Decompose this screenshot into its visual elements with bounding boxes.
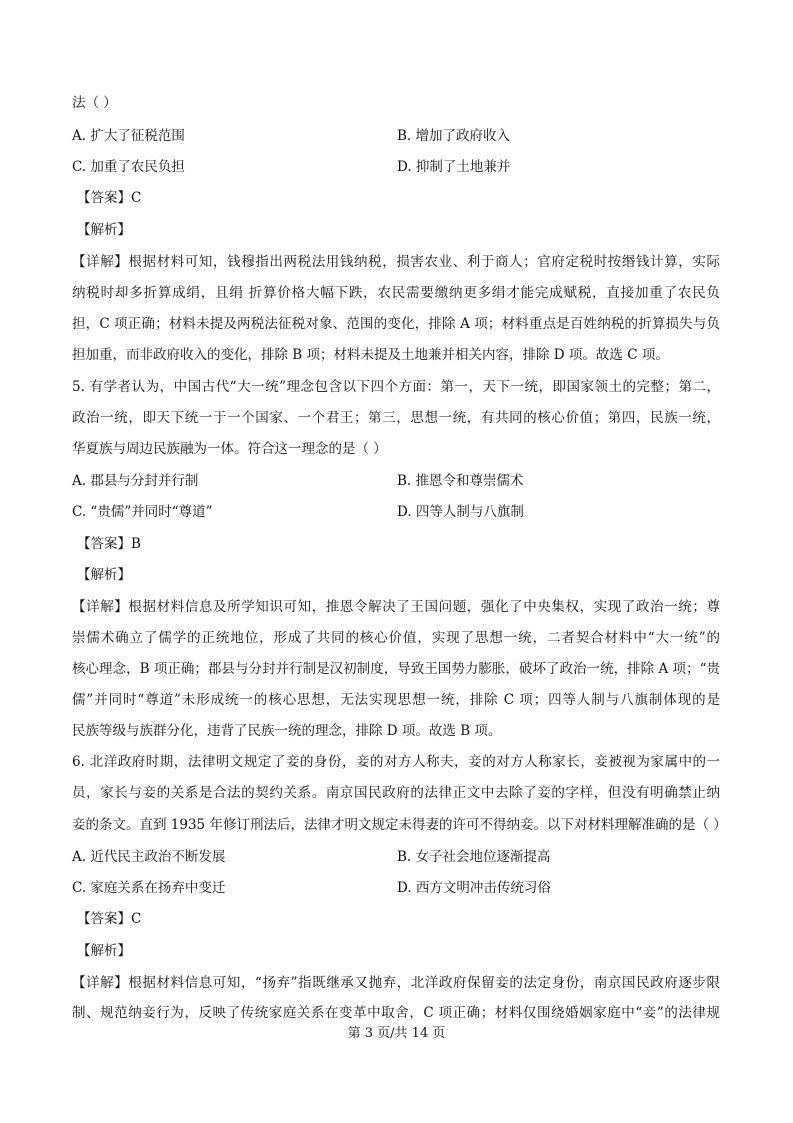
q4-analysis-label: 【解析】 [77, 222, 131, 238]
q6-detail-line-2: 制、规范纳妾行为，反映了传统家庭关系在变革中取舍，C 项正确；材料仅围绕婚姻家庭中“妾”的法律规 [72, 1005, 720, 1021]
q6-analysis-label: 【解析】 [77, 943, 131, 959]
q4-detail-line-1: 【详解】根据材料可知，钱穆指出两税法用钱纳税，损害农业、利于商人；官府定税时按缗钱计算，实际 [72, 254, 720, 270]
q5-stem-line-3: 华夏族与周边民族融为一体。符合这一理念的是（ ） [72, 441, 387, 457]
q5-answer: 【答案】B [77, 536, 141, 552]
q4-detail-line-2: 纳税时却多折算成绢，且绢 折算价格大幅下跌，农民需要缴纳更多绢才能完成赋税，直接加重了农民负 [72, 285, 720, 301]
q5-detail-line-2: 崇儒术确立了儒学的正统地位，形成了共同的核心价值，实现了思想一统，二者契合材料中“大一统”的 [72, 630, 720, 646]
q5-option-a: A. 郡县与分封并行制 [72, 473, 199, 489]
q5-analysis-label: 【解析】 [77, 567, 131, 583]
q4-stem-tail: 法（ ） [72, 95, 117, 111]
q4-option-c: C. 加重了农民负担 [72, 159, 185, 175]
q4-option-b: B. 增加了政府收入 [397, 128, 511, 144]
q5-option-d: D. 四等人制与八旗制 [397, 504, 524, 520]
q4-option-d: D. 抑制了土地兼并 [397, 159, 511, 175]
q6-option-d: D. 西方文明冲击传统习俗 [397, 880, 551, 896]
q6-stem-line-1: 6. 北洋政府时期，法律明文规定了妾的身份，妾的对方人称夫，妾的对方人称家长，妾被视为家属中的一 [72, 754, 720, 770]
q6-stem-line-3: 妾的条文。直到 1935 年修订刑法后，法律才明文规定未得妻的许可不得纳妾。以下对材料理解准确的是（ ） [72, 817, 727, 833]
q5-option-b: B. 推恩令和尊崇儒术 [397, 473, 524, 489]
q5-detail-line-1: 【详解】根据材料信息及所学知识可知，推恩令解决了王国问题，强化了中央集权，实现了政治一统；尊 [72, 599, 720, 615]
q6-option-a: A. 近代民主政治不断发展 [72, 849, 226, 865]
q4-detail-line-3: 担，C 项正确；材料未提及两税法征税对象、范围的变化，排除 A 项；材料重点是百姓纳税的折算损失与负 [72, 316, 720, 332]
q6-detail-line-1: 【详解】根据材料信息可知，“扬弃”指既继承又抛弃，北洋政府保留妾的法定身份，南京国民政府逐步限 [72, 975, 720, 991]
page-number-footer: 第 3 页/共 14 页 [347, 1026, 446, 1041]
q5-stem-line-1: 5. 有学者认为，中国古代“大一统”理念包含以下四个方面：第一，天下一统，即国家领土的完整；第二， [72, 379, 720, 395]
q5-detail-line-5: 民族等级与族群分化，违背了民族一统的理念，排除 D 项。故选 B 项。 [72, 723, 502, 739]
q6-option-b: B. 女子社会地位逐渐提高 [397, 849, 551, 865]
q4-answer: 【答案】C [77, 190, 142, 206]
q6-answer: 【答案】C [77, 911, 142, 927]
q6-option-c: C. 家庭关系在扬弃中变迁 [72, 880, 226, 896]
q5-stem-line-2: 政治一统，即天下统一于一个国家、一个君王；第三，思想一统，有共同的核心价值；第四，民族一统， [72, 410, 720, 426]
q5-detail-line-3: 核心理念，B 项正确；郡县与分封并行制是汉初制度，导致王国势力膨胀，破坏了政治一统，排除 A 项；“贵 [72, 661, 720, 677]
q5-detail-line-4: 儒”并同时“尊道”未形成统一的核心思想，无法实现思想一统，排除 C 项；四等人制与八旗制体现的是 [72, 692, 720, 708]
q4-detail-line-4: 担加重，而非政府收入的变化，排除 B 项；材料未提及土地兼并相关内容，排除 D 项。故选 C 项。 [72, 347, 669, 363]
q4-option-a: A. 扩大了征税范围 [72, 128, 185, 144]
q6-stem-line-2: 员，家长与妾的关系是合法的契约关系。南京国民政府的法律正文中去除了妾的字样，但没有明确禁止纳 [72, 785, 720, 801]
q5-option-c: C. “贵儒”并同时“尊道” [72, 504, 213, 520]
